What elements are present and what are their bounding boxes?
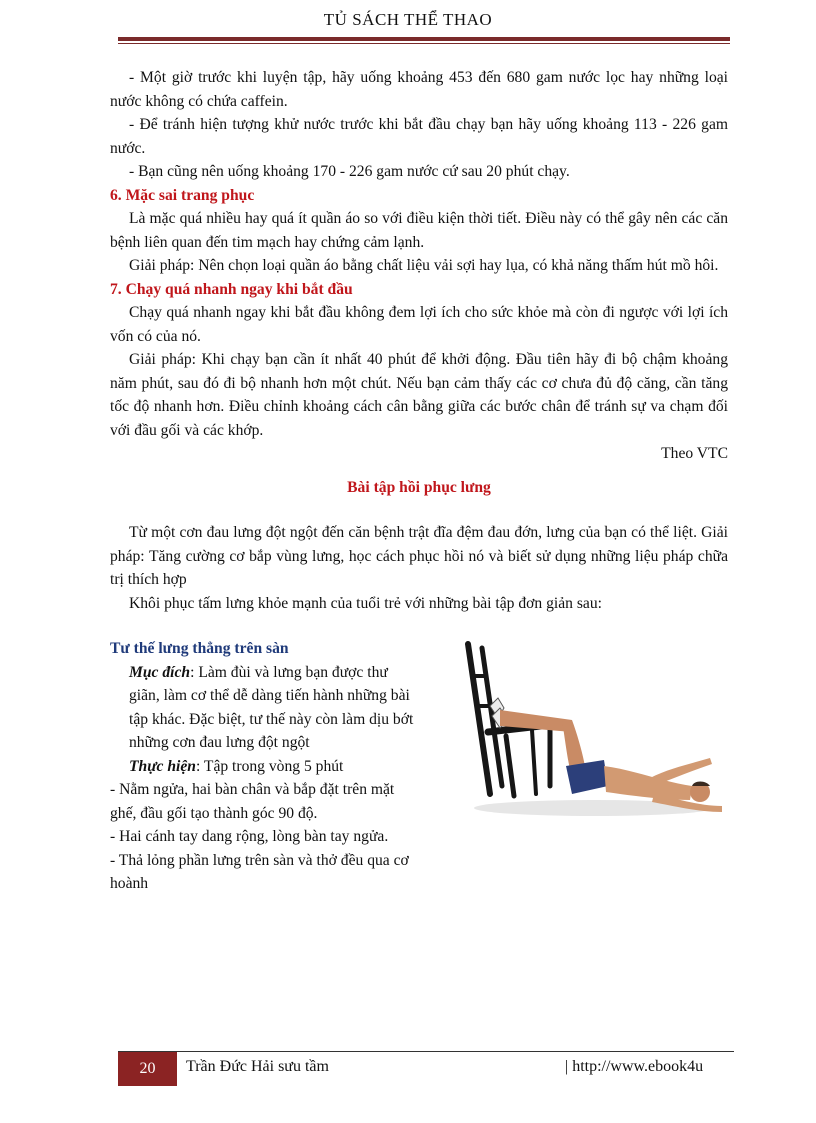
- paragraph: - Một giờ trước khi luyện tập, hãy uống khoảng 453 đến 680 gam nước lọc hay những loại nước không có chứa caffein.: [110, 69, 728, 110]
- footer-url[interactable]: | http://www.ebook4u: [565, 1058, 704, 1075]
- paragraph: Khôi phục tấm lưng khỏe mạnh của tuổi trẻ với những bài tập đơn giản sau:: [129, 594, 602, 612]
- step-item: - Nằm ngửa, hai bàn chân và bắp đặt trên mặt ghế, đầu gối tạo thành góc 90 độ.: [110, 781, 395, 822]
- section-title: Bài tập hồi phục lưng: [347, 478, 491, 496]
- heading-wrong-clothing: 6. Mặc sai trang phục: [110, 186, 255, 204]
- header-divider-thin: [118, 43, 730, 44]
- paragraph: Là mặc quá nhiều hay quá ít quần áo so với điều kiện thời tiết. Điều này có thể gây nên các căn bệnh liên quan đến tim mạch hay chứng cảm lạnh.: [110, 210, 728, 251]
- step-item: - Hai cánh tay dang rộng, lòng bàn tay ngửa.: [110, 828, 389, 845]
- paragraph: Từ một cơn đau lưng đột ngột đến căn bệnh trật đĩa đệm đau đớn, lưng của bạn có thể liệt. Giải pháp: Tăng cường cơ bắp vùng lưng, học cách phục hồi nó và biết sử dụng những liệu pháp chữa trị thích hợp: [110, 524, 728, 588]
- exercise-description: [110, 637, 415, 896]
- header-divider: [118, 37, 730, 41]
- footer-author: Trần Đức Hải sưu tầm: [186, 1058, 329, 1075]
- page-header-title: TỦ SÁCH THỂ THAO: [323, 10, 493, 29]
- paragraph: - Bạn cũng nên uống khoảng 170 - 226 gam nước cứ sau 20 phút chạy.: [129, 163, 570, 180]
- step-item: - Thả lỏng phần lưng trên sàn và thở đều qua cơ hoành: [110, 851, 409, 892]
- footer-divider: [118, 1051, 734, 1052]
- paragraph: Giải pháp: Nên chọn loại quần áo bằng chất liệu vải sợi hay lụa, có khả năng thấm hút mồ hôi.: [129, 257, 719, 274]
- purpose-text: : Làm đùi và lưng bạn được thư giãn, làm cơ thể dễ dàng tiến hành những bài tập khác. Đặc biệt, tư thế này còn làm dịu bớt những cơn đau lưng đột ngột: [129, 663, 414, 751]
- person-illustration: [490, 698, 722, 812]
- exercise-illustration: [454, 636, 730, 828]
- heading-running-too-fast: 7. Chạy quá nhanh ngay khi bắt đầu: [110, 280, 353, 298]
- page-number: 20: [118, 1052, 177, 1086]
- paragraph: - Để tránh hiện tượng khử nước trước khi bắt đầu chạy bạn hãy uống khoảng 113 - 226 gam nước.: [110, 116, 728, 157]
- paragraph: Chạy quá nhanh ngay khi bắt đầu không đem lợi ích cho sức khỏe mà còn đi ngược với lợi ích vốn có của nó.: [110, 304, 728, 345]
- purpose-label: Mục đích: [129, 663, 191, 681]
- source-credit: Theo VTC: [661, 445, 728, 462]
- howto-line: [110, 755, 415, 779]
- purpose-line: [110, 661, 415, 755]
- howto-label: Thực hiện: [129, 757, 196, 775]
- exercise-title: Tư thế lưng thẳng trên sàn: [110, 640, 289, 657]
- howto-text: : Tập trong vòng 5 phút: [195, 757, 344, 775]
- paragraph: Giải pháp: Khi chạy bạn cần ít nhất 40 phút để khởi động. Đầu tiên hãy đi bộ chậm khoảng năm phút, sau đó đi bộ nhanh hơn một chút. Nếu bạn cảm thấy các cơ chưa đủ độ căng, cần tăng tốc độ nhanh hơn. Điều chỉnh khoảng cách cân bằng giữa các bước chân để tránh sự va chạm đối với đầu gối và các khớp.: [110, 351, 728, 439]
